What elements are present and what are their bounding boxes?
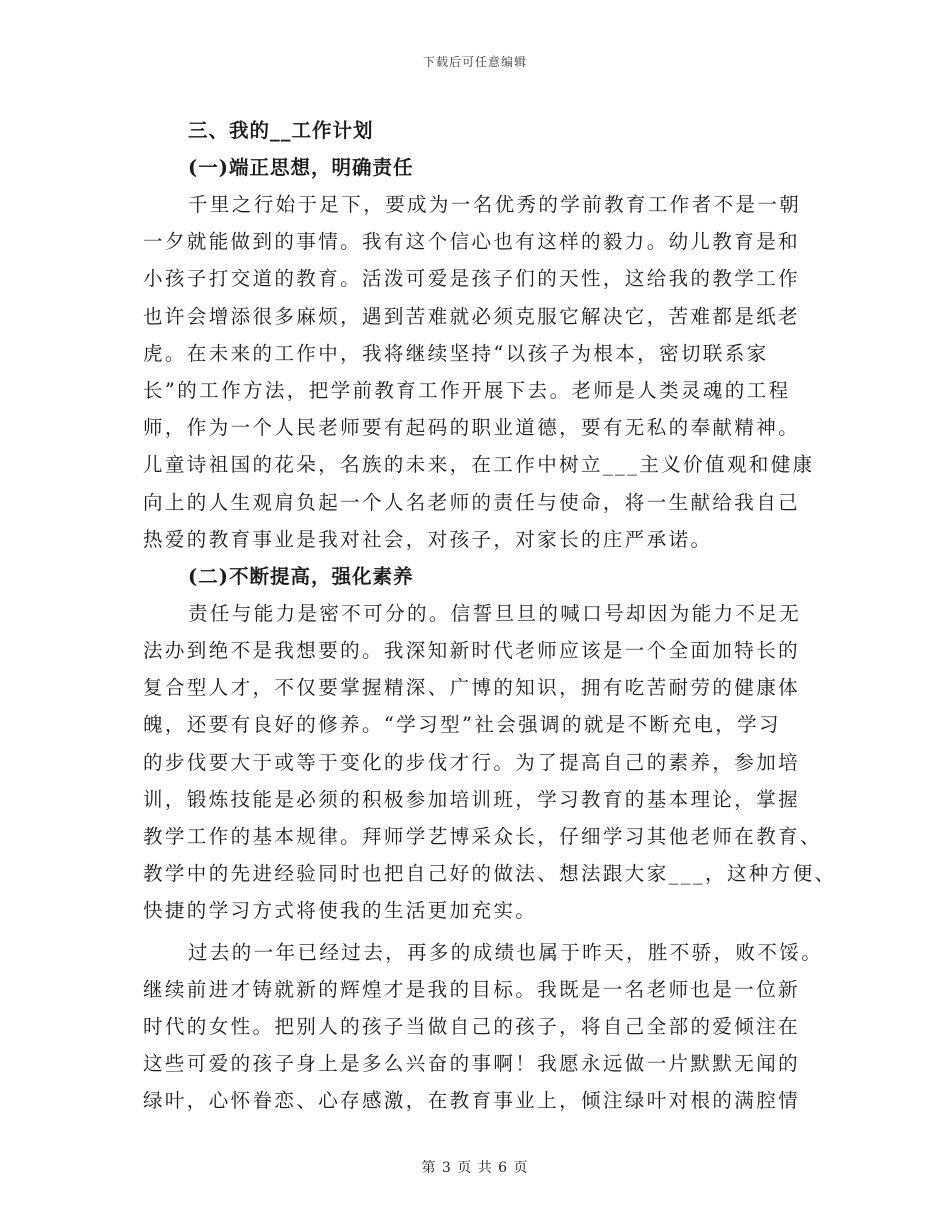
paragraph-line: 魄，还要有良好的修养。“学习型”社会强调的就是不断充电，学习	[143, 713, 781, 737]
page-header: 下载后可任意编辑	[422, 55, 527, 69]
page-number-footer: 第 3 页 共 6 页	[421, 1160, 529, 1176]
paragraph-line: 教学中的先进经验同时也把自己好的做法、想法跟大家___，这种方便、	[143, 862, 837, 886]
paragraph-line: 复合型人才，不仅要掌握精深、广博的知识，拥有吃苦耐劳的健康体	[143, 676, 801, 700]
paragraph-line: 虎。在未来的工作中，我将继续坚持“以孩子为根本，密切联系家	[143, 341, 769, 365]
paragraph-line: 的步伐要大于或等于变化的步伐才行。为了提高自己的素养，参加培	[143, 750, 801, 774]
subsection-title-1: (一)端正思想，明确责任	[188, 156, 414, 179]
section-title: 三、我的__工作计划	[188, 119, 374, 142]
paragraph-line: 小孩子打交道的教育。活泼可爱是孩子们的天性，这给我的教学工作	[143, 267, 801, 291]
paragraph-line: 教学工作的基本规律。拜师学艺博采众长，仔细学习其他老师在教育、	[143, 825, 822, 848]
paragraph-line: 过去的一年已经过去，再多的成绩也属于昨天，胜不骄，败不馁。	[188, 940, 824, 964]
paragraph-line: 时代的女性。把别人的孩子当做自己的孩子，将自己全部的爱倾注在	[143, 1014, 801, 1038]
paragraph-line: 千里之行始于足下，要成为一名优秀的学前教育工作者不是一朝	[188, 193, 802, 216]
paragraph-3	[143, 934, 833, 1120]
subsection-title-2: (二)不断提高，强化素养	[188, 564, 414, 588]
paragraph-line: 继续前进才铸就新的辉煌才是我的目标。我既是一名老师也是一位新	[143, 977, 801, 1001]
document-body	[143, 112, 837, 1120]
paragraph-line: 训，锻炼技能是必须的积极参加培训班，学习教育的基本理论，掌握	[143, 787, 801, 811]
paragraph-2	[143, 595, 837, 930]
paragraph-line: 师，作为一个人民老师要有起码的职业道德，要有无私的奉献精神。	[143, 416, 801, 440]
paragraph-line: 热爱的教育事业是我对社会，对孩子，对家长的庄严承诺。	[143, 527, 713, 551]
paragraph-line: 法办到绝不是我想要的。我深知新时代老师应该是一个全面加特长的	[143, 639, 801, 663]
paragraph-line: 儿童诗祖国的花朵，名族的未来，在工作中树立___主义价值观和健康	[143, 453, 815, 477]
paragraph-1	[143, 186, 833, 558]
paragraph-line: 长”的工作方法，把学前教育工作开展下去。老师是人类灵魂的工程	[143, 378, 791, 402]
paragraph-line: 快捷的学习方式将使我的生活更加充实。	[143, 899, 538, 923]
paragraph-line: 责任与能力是密不可分的。信誓旦旦的喊口号却因为能力不足无	[188, 601, 802, 625]
paragraph-line: 向上的人生观肩负起一个人名老师的责任与使命，将一生献给我自己	[143, 490, 801, 514]
paragraph-line: 也许会增添很多麻烦，遇到苦难就必须克服它解决它，苦难都是纸老	[143, 304, 801, 328]
paragraph-line: 一夕就能做到的事情。我有这个信心也有这样的毅力。幼儿教育是和	[143, 230, 801, 254]
paragraph-line: 这些可爱的孩子身上是多么兴奋的事啊！我愿永远做一片默默无闻的	[143, 1052, 801, 1076]
paragraph-line: 绿叶，心怀眷恋、心存感激，在教育事业上，倾注绿叶对根的满腔情	[143, 1089, 801, 1113]
